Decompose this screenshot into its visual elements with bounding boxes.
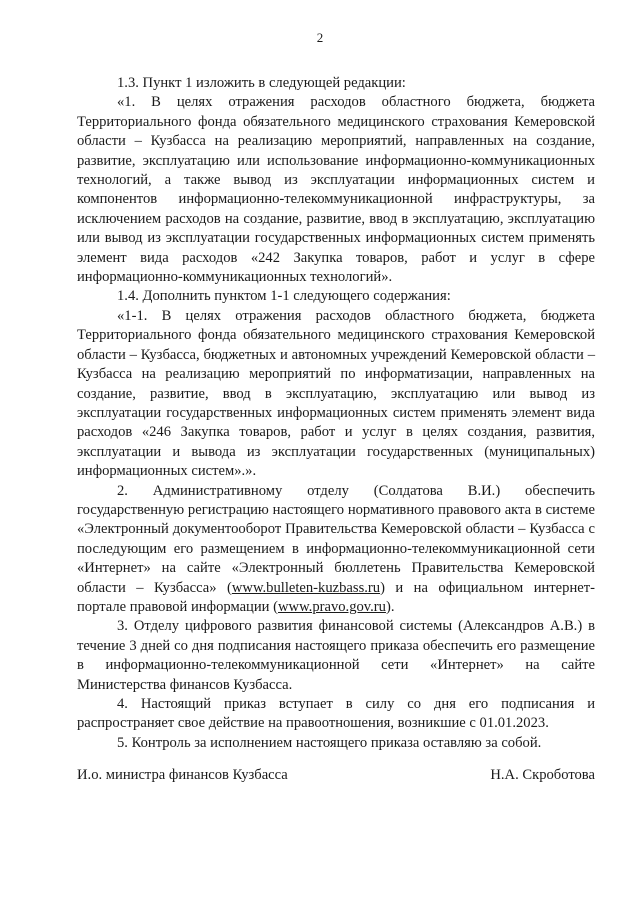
signature-block — [77, 766, 595, 785]
clause-1-4: 1.4. Дополнить пунктом 1-1 следующего содержания: — [117, 288, 451, 305]
pravo-link[interactable]: www.pravo.gov.ru — [278, 598, 386, 615]
clause-2 — [77, 482, 595, 618]
signatory-name: Н.А. Скроботова — [490, 767, 595, 783]
clause-3: 3. Отделу цифрового развития финансовой системы (Александров А.В.) в течение 3 дней со дня подписания настоящего приказа обеспечить его размещение в информационно-телекоммуникационной сети «Интернет» на сайте Министерства финансов Кузбасса. — [77, 618, 595, 693]
clause-2-text-end: ). — [385, 598, 395, 615]
clause-4: 4. Настоящий приказ вступает в силу со дня его подписания и распространяет свое действие на правоотношения, возникшие с 01.01.2023. — [77, 696, 595, 732]
document-body — [77, 74, 595, 753]
clause-1-1-text: «1-1. В целях отражения расходов областного бюджета, бюджета Территориального фонда обязательного медицинского страхования Кемеровской области – Кузбасса, бюджетных и автономных учреждений Кемеровской области – Кузбасса на реализацию мероприятий по информатизации, направленных на создание, развитие, ввод в эксплуатацию, эксплуатацию или вывод из эксплуатации государственных информационных систем применять элемент вида расходов «246 Закупка товаров, работ и услуг в целях создания, развития, эксплуатации и вывода из эксплуатации государственных (муниципальных) информационных систем».». — [77, 307, 595, 480]
clause-1-text: «1. В целях отражения расходов областного бюджета, бюджета Территориального фонда обязательного медицинского страхования Кемеровской области – Кузбасса на реализацию мероприятий, направленных на создание, развитие, эксплуатацию или использование информационно-коммуникационных технологий, а также вывод из эксплуатации информационных систем и компонентов информационно-телекоммуникационной инфраструктуры, за исключением расходов на создание, развитие, ввод в эксплуатацию, эксплуатацию или вывод из эксплуатации государственных информационных систем применять элемент вида расходов «242 Закупка товаров, работ и услуг в сфере информационно-коммуникационных технологий». — [77, 94, 595, 286]
bulletin-link[interactable]: www.bulleten-kuzbass.ru — [231, 579, 381, 596]
clause-1-3: 1.3. Пункт 1 изложить в следующей редакции: — [117, 75, 406, 91]
clause-2-text-start: 2. Административному отделу (Солдатова В.И.) обеспечить государственную регистрацию настоящего нормативного правового акта в системе «Электронный документооборот Правительства Кемеровской области – Кузбасса с последующим его размещением в информационно-телекоммуникационной сети «Интернет» на сайте «Электронный бюллетень Правительства Кемеровской области – Кузбасса» ( — [77, 482, 595, 596]
signatory-position: И.о. министра финансов Кузбасса — [77, 767, 288, 783]
clause-5: 5. Контроль за исполнением настоящего приказа оставляю за собой. — [117, 734, 542, 751]
page-number: 2 — [316, 30, 324, 45]
clause-2-text-middle: ) и на официальном интернет-портале правовой информации ( — [77, 579, 595, 615]
